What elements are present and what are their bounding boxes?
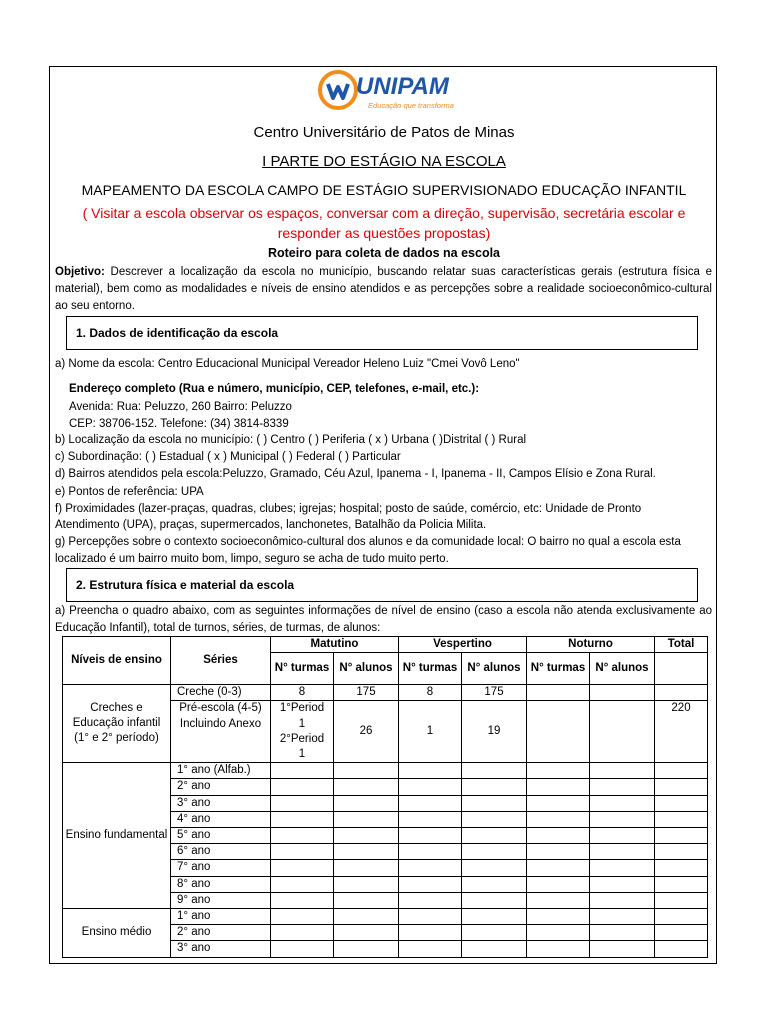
header-mat-turmas: N° turmas (271, 653, 334, 685)
creche-serie: Creche (0-3) (171, 685, 271, 701)
pre-mat-turmas: 1°Period 1 2°Period 1 (271, 701, 334, 763)
empty-cell (655, 763, 708, 779)
empty-cell (334, 860, 399, 876)
fundamental-serie: 5° ano (171, 828, 271, 844)
empty-cell (334, 925, 399, 941)
empty-cell (271, 892, 334, 908)
empty-cell (655, 925, 708, 941)
fundamental-serie: 7° ano (171, 860, 271, 876)
empty-cell (655, 795, 708, 811)
empty-cell (590, 909, 655, 925)
address-heading: Endereço completo (Rua e número, município, CEP, telefones, e-mail, etc.): (69, 383, 480, 395)
empty-cell (590, 701, 655, 763)
school-name: a) Nome da escola: Centro Educacional Municipal Vereador Heleno Luiz "Cmei Vovô Leno" (55, 358, 520, 370)
empty-cell (399, 909, 462, 925)
pre-mat-alunos: 26 (334, 701, 399, 763)
address-line-1: Avenida: Rua: Peluzzo, 260 Bairro: Peluzzo (69, 401, 292, 413)
empty-cell (655, 685, 708, 701)
section-2-heading: 2. Estrutura física e material da escola (66, 568, 698, 602)
empty-cell (399, 763, 462, 779)
empty-cell (590, 892, 655, 908)
neighborhoods-field: d) Bairros atendidos pela escola:Peluzzo, Gramado, Céu Azul, Ipanema - I, Ipanema - II, Campos Elísio e Zona Rural. (55, 468, 656, 480)
empty-cell (527, 685, 590, 701)
location-field: b) Localização da escola no município: ( ) Centro ( ) Periferia ( x ) Urbana ( )Distrital ( ) Rural (55, 434, 527, 446)
fundamental-serie: 2° ano (171, 779, 271, 795)
institution-name: Centro Universitário de Patos de Minas (253, 124, 515, 141)
empty-cell (590, 941, 655, 957)
creche-ves-turmas: 8 (399, 685, 462, 701)
header-ves-alunos: N° alunos (462, 653, 527, 685)
instruction-note: ( Visitar a escola observar os espaços, conversar com a direção, supervisão, secretária escolar e responder as questões propostas) (82, 205, 686, 241)
section-1-heading: 1. Dados de identificação da escola (66, 316, 698, 350)
empty-cell (334, 844, 399, 860)
part-title: I PARTE DO ESTÁGIO NA ESCOLA (262, 153, 506, 170)
empty-cell (590, 828, 655, 844)
empty-cell (334, 909, 399, 925)
empty-cell (462, 844, 527, 860)
subtitle: Roteiro para coleta de dados na escola (267, 246, 501, 260)
fundamental-serie: 4° ano (171, 811, 271, 827)
empty-cell (462, 876, 527, 892)
empty-cell (399, 844, 462, 860)
header-ves-turmas: N° turmas (399, 653, 462, 685)
pre-ves-alunos: 19 (462, 701, 527, 763)
teaching-levels-table (62, 636, 708, 958)
medio-serie: 2° ano (171, 925, 271, 941)
empty-cell (334, 892, 399, 908)
empty-cell (655, 844, 708, 860)
empty-cell (271, 941, 334, 957)
empty-cell (334, 828, 399, 844)
fundamental-label: Ensino fundamental (63, 763, 171, 909)
empty-cell (462, 860, 527, 876)
empty-cell (590, 763, 655, 779)
empty-cell (462, 779, 527, 795)
empty-cell (462, 892, 527, 908)
empty-cell (399, 779, 462, 795)
empty-cell (399, 795, 462, 811)
header-vespertino: Vespertino (399, 637, 527, 653)
empty-cell (399, 925, 462, 941)
empty-cell (462, 925, 527, 941)
empty-cell (590, 779, 655, 795)
empty-cell (527, 811, 590, 827)
empty-cell (462, 763, 527, 779)
empty-cell (527, 892, 590, 908)
empty-cell (399, 860, 462, 876)
empty-cell (655, 779, 708, 795)
proximities-line-1: f) Proximidades (lazer-praças, quadras, clubes; igrejas; hospital; posto de saúde, comércio, etc: Unidade de Pronto (55, 503, 642, 515)
empty-cell (399, 828, 462, 844)
empty-cell (527, 909, 590, 925)
empty-cell (399, 876, 462, 892)
empty-cell (334, 811, 399, 827)
pre-ves-turmas: 1 (399, 701, 462, 763)
empty-cell (462, 909, 527, 925)
empty-cell (271, 795, 334, 811)
fundamental-serie: 9° ano (171, 892, 271, 908)
empty-cell (655, 876, 708, 892)
empty-cell (334, 763, 399, 779)
svg-text:Educação que transforma: Educação que transforma (368, 101, 454, 110)
empty-cell (655, 941, 708, 957)
medio-label: Ensino médio (63, 909, 171, 958)
empty-cell (399, 811, 462, 827)
empty-cell (462, 795, 527, 811)
empty-cell (527, 795, 590, 811)
empty-cell (334, 941, 399, 957)
fundamental-serie: 8° ano (171, 876, 271, 892)
unipam-logo (316, 68, 456, 114)
pre-serie: Pré-escola (4-5) Incluindo Anexo (171, 701, 271, 763)
empty-cell (271, 828, 334, 844)
empty-cell (271, 779, 334, 795)
empty-cell (462, 828, 527, 844)
medio-serie: 1° ano (171, 909, 271, 925)
empty-cell (271, 811, 334, 827)
empty-cell (590, 860, 655, 876)
empty-cell (655, 909, 708, 925)
empty-cell (590, 685, 655, 701)
fundamental-serie: 3° ano (171, 795, 271, 811)
objective-paragraph: Objetivo: Descrever a localização da escola no município, buscando relatar suas características gerais (estrutura física e material), bem como as modalidades e níveis de ensino atendidos e as percepções sobre a realidade socioeconômico-cultural ao seu entorno. (55, 266, 712, 312)
empty-cell (527, 860, 590, 876)
empty-cell (271, 844, 334, 860)
empty-cell (399, 941, 462, 957)
proximities-line-2: Atendimento (UPA), praças, supermercados, lanchonetes, Batalhão da Policia Milita. (55, 519, 487, 531)
empty-cell (527, 701, 590, 763)
empty-cell (527, 828, 590, 844)
empty-cell (271, 860, 334, 876)
empty-cell (334, 779, 399, 795)
address-line-2: CEP: 38706-152. Telefone: (34) 3814-8339 (69, 418, 289, 430)
infantil-label: Creches e Educação infantil (1° e 2° período) (63, 685, 171, 763)
empty-cell (527, 763, 590, 779)
header-matutino: Matutino (271, 637, 399, 653)
empty-cell (334, 795, 399, 811)
empty-cell (590, 811, 655, 827)
header-niveis: Níveis de ensino (63, 637, 171, 685)
header-mat-alunos: N° alunos (334, 653, 399, 685)
section-2-instruction: a) Preencha o quadro abaixo, com as seguintes informações de nível de ensino (caso a escola não atenda exclusivamente ao Educação Infantil), total de turnos, séries, de turmas, de alunos: (55, 605, 712, 634)
empty-cell (590, 925, 655, 941)
subordination-field: c) Subordinação: ( ) Estadual ( x ) Municipal ( ) Federal ( ) Particular (55, 451, 401, 463)
reference-field: e) Pontos de referência: UPA (55, 486, 204, 498)
header-not-alunos: N° alunos (590, 653, 655, 685)
empty-cell (271, 925, 334, 941)
svg-text:UNIPAM: UNIPAM (356, 73, 449, 100)
fundamental-serie: 6° ano (171, 844, 271, 860)
main-title: MAPEAMENTO DA ESCOLA CAMPO DE ESTÁGIO SUPERVISIONADO EDUCAÇÃO INFANTIL (81, 182, 687, 198)
header-total: Total (655, 637, 708, 653)
empty-cell (271, 909, 334, 925)
header-not-turmas: N° turmas (527, 653, 590, 685)
creche-mat-turmas: 8 (271, 685, 334, 701)
empty-cell (655, 860, 708, 876)
creche-ves-alunos: 175 (462, 685, 527, 701)
empty-cell (271, 763, 334, 779)
fundamental-serie: 1° ano (Alfab.) (171, 763, 271, 779)
empty-cell (655, 811, 708, 827)
empty-cell (334, 876, 399, 892)
empty-cell (590, 844, 655, 860)
header-noturno: Noturno (527, 637, 655, 653)
empty-cell (590, 876, 655, 892)
perceptions-line-1: g) Percepções sobre o contexto socioeconômico-cultural dos alunos e da comunidade local: O bairro no qual a escola esta (55, 536, 681, 548)
empty-cell (462, 941, 527, 957)
perceptions-line-2: localizado é um bairro muito bom, limpo, seguro se acha de tudo muito perto. (55, 553, 449, 565)
pre-total: 220 (655, 701, 708, 763)
empty-cell (527, 844, 590, 860)
medio-serie: 3° ano (171, 941, 271, 957)
empty-cell (527, 925, 590, 941)
empty-cell (271, 876, 334, 892)
empty-cell (655, 828, 708, 844)
header-series: Séries (171, 637, 271, 685)
empty-cell (399, 892, 462, 908)
empty-cell (527, 779, 590, 795)
header-total-blank (655, 653, 708, 685)
empty-cell (590, 795, 655, 811)
empty-cell (655, 892, 708, 908)
creche-mat-alunos: 175 (334, 685, 399, 701)
empty-cell (527, 876, 590, 892)
empty-cell (527, 941, 590, 957)
unipam-logo-icon (316, 68, 456, 114)
empty-cell (462, 811, 527, 827)
